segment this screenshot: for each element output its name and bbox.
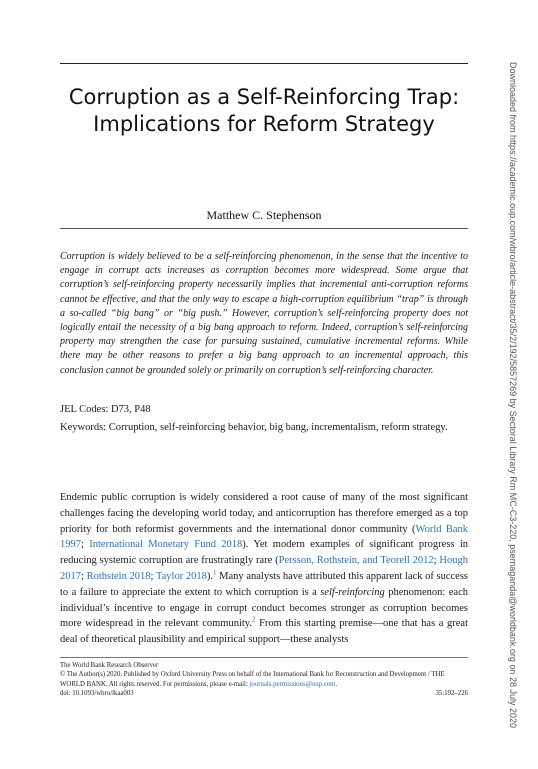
article-title <box>60 84 468 138</box>
footer-rule <box>60 657 468 658</box>
copyright-notice <box>60 670 468 689</box>
page-footer <box>60 661 468 698</box>
copyright-text: © The Author(s) 2020. Published by Oxford University Press on behalf of the International Bank for Reconstruction and Development / THE WORLD BANK. All rights reserved. For permissions, please e-mail: <box>60 671 445 688</box>
body-text-segment: ). Yet modern examples of significant progress in reducing systemic corruption are frustratingly rare ( <box>60 539 468 567</box>
citation-link[interactable]: Taylor 2018 <box>155 570 207 582</box>
title-line-2: Implications for Reform Strategy <box>93 112 435 136</box>
body-text-segment: From this starting premise—one that has a great deal of theoretical plausibility and empirical support—these analysts <box>60 618 468 646</box>
citation-separator: ; <box>81 539 90 551</box>
doi: doi: 10.1093/wbro/lkaa003 <box>60 689 134 697</box>
body-text-segment: ). <box>206 570 213 582</box>
citation-link[interactable]: World Bank 1997 <box>60 523 468 551</box>
citation-link[interactable]: Rothstein 2018 <box>86 570 151 582</box>
citation-separator: ; <box>150 570 156 582</box>
copyright-text-end: . <box>335 680 338 688</box>
doi-row <box>60 689 468 698</box>
footnote-marker-2[interactable]: 2 <box>251 615 256 624</box>
author-rule <box>60 228 468 229</box>
journal-name: The World Bank Research Observer <box>60 662 159 669</box>
emphasis-text: self-reinforcing <box>320 586 385 598</box>
jel-codes: JEL Codes: D73, P48 <box>60 404 151 415</box>
citation-separator: ; <box>81 570 87 582</box>
download-watermark: Downloaded from https://academic.oup.com/wbro/article-abstract/35/2/192/5857269 by Sectoral Library Rm MC-C3-220, psemaganda@worldbank.org on 28 July 2020 <box>508 62 518 728</box>
citation-link[interactable]: Hough 2017 <box>60 555 468 582</box>
permissions-email-link[interactable]: journals.permissions@oup.com <box>249 680 336 688</box>
citation-link[interactable]: Persson, Rothstein, and Teorell 2012 <box>278 555 434 567</box>
top-rule <box>60 63 468 64</box>
body-text-segment: Many analysts have attributed this apparent lack of success to a failure to appreciate the extent to which corruption is a <box>60 570 468 598</box>
body-paragraph <box>60 490 468 648</box>
keywords: Keywords: Corruption, self-reinforcing behavior, big bang, incrementalism, reform strategy. <box>60 422 448 433</box>
author-name: Matthew C. Stephenson <box>206 208 322 222</box>
citation-separator: ; <box>433 555 440 567</box>
abstract: Corruption is widely believed to be a self-reinforcing phenomenon, in the sense that the incentive to engage in corrupt acts increases as corruption becomes more widespread. Some argue that corruption’s self-reinforcing property necessarily implies that incremental anti-corruption reforms cannot be effective, and that the only way to escape a high-corruption equilibrium “trap” is through a so-called “big bang” or “big push.” However, corruption’s self-reinforcing property does not logically entail the necessity of a big bang approach to reform. Indeed, corruption’s self-reinforcing property may strengthen the case for pursuing sustained, cumulative incremental reforms. While there may be other reasons to prefer a big bang approach to an incremental approach, this conclusion cannot be grounded solely or primarily on corruption’s self-reinforcing character. <box>60 251 468 376</box>
title-line-1: Corruption as a Self-Reinforcing Trap: <box>68 85 460 109</box>
body-text-segment: Endemic public corruption is widely considered a root cause of many of the most significant challenges facing the developing world today, and anticorruption has therefore emerged as a top priority for both reformist governments and the international donor community ( <box>60 492 468 535</box>
body-text-segment: phenomenon: each individual’s incentive to engage in corrupt conduct becomes stronger as corruption becomes more widespread in the relevant community. <box>60 586 468 630</box>
footnote-marker-1[interactable]: 1 <box>213 568 217 577</box>
citation-link[interactable]: International Monetary Fund 2018 <box>89 539 243 551</box>
page-range: 35:192–226 <box>435 689 468 697</box>
